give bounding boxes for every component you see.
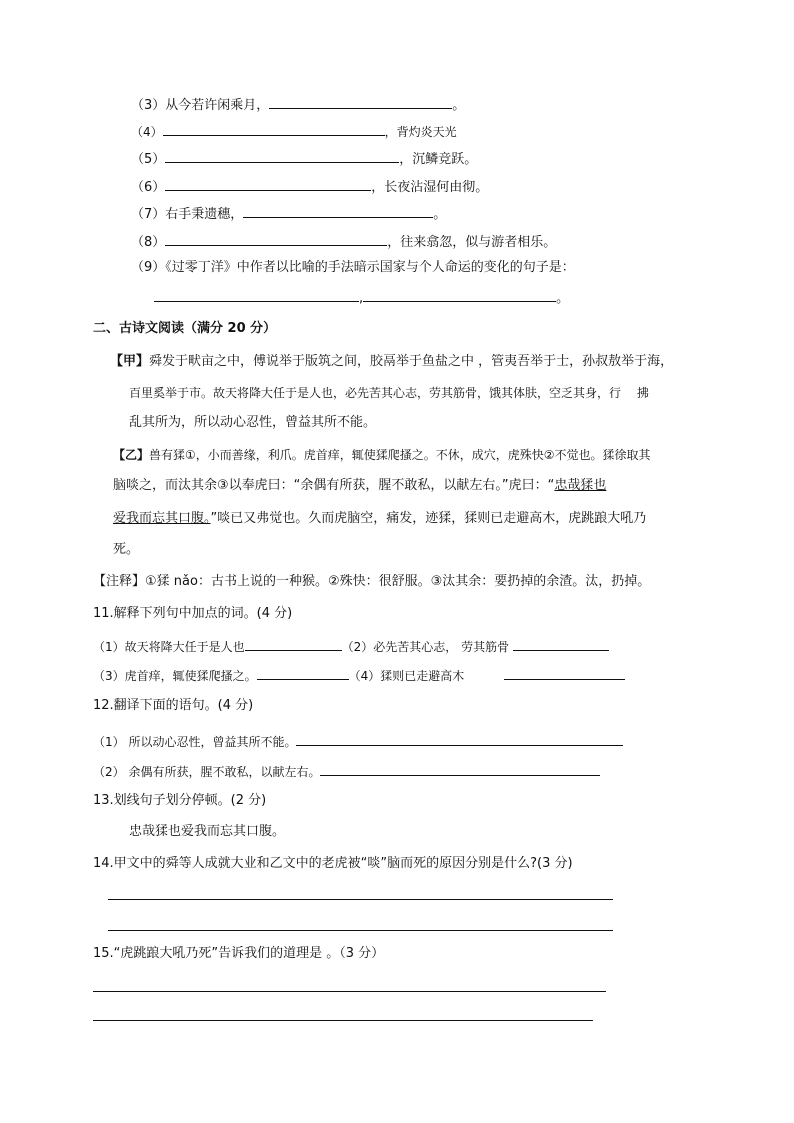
question-14-title: 14.甲文中的舜等人成就大业和乙文中的老虎被“啖”脑而死的原因分别是什么?(3 分) bbox=[93, 856, 573, 871]
passage-yi-line-3 bbox=[113, 510, 646, 528]
passage-jia-line-3: 乱其所为，所以动心忍性，曾益其所不能。 bbox=[129, 415, 377, 430]
item-question: 《过零丁洋》中作者以比喻的手法暗示国家与个人命运的变化的句子是： bbox=[165, 260, 575, 275]
item-number: （6） bbox=[131, 180, 166, 195]
fill-item-9-answers bbox=[154, 287, 569, 308]
passage-text: 舜发于畎亩之中，傅说举于版筑之间，胶鬲举于鱼盐之中 ，管夷吾举于士，孙叔敖举于海， bbox=[149, 354, 674, 369]
answer-blank[interactable] bbox=[269, 94, 452, 109]
question-15-title: 15.“虎跳踉大吼乃死”告诉我们的道理是 。（3 分） bbox=[93, 946, 385, 961]
item-suffix: 。 bbox=[556, 291, 570, 306]
passage-text: 脑啖之，而汰其余③以奉虎曰：“余偶有所获，腥不敢私，以献左右。”虎曰：“ bbox=[113, 478, 555, 493]
passage-jia-line-2: 百里奚举于市。故天将降大任于是人也，必先苦其心志，劳其筋骨，饿其体肤，空乏其身，行 拂 bbox=[129, 386, 649, 400]
answer-blank[interactable] bbox=[504, 665, 625, 680]
fill-item-3 bbox=[131, 94, 465, 115]
answer-blank[interactable] bbox=[165, 231, 387, 246]
underlined-sentence: 忠哉猱也 bbox=[554, 478, 607, 493]
question-part: （1）故天将降大任于是人也 bbox=[93, 640, 245, 654]
question-11-row-1 bbox=[93, 636, 609, 656]
item-number: （3） bbox=[131, 98, 166, 113]
answer-blank[interactable] bbox=[320, 761, 600, 776]
question-part: （4）猱则已走避高木 bbox=[348, 669, 465, 683]
question-11-row-2 bbox=[93, 665, 625, 685]
answer-blank[interactable] bbox=[165, 148, 399, 163]
answer-blank[interactable] bbox=[154, 287, 359, 302]
passage-tag: 【乙】 bbox=[113, 448, 150, 462]
annotation-notes: 【注释】①猱 nǎo：古书上说的一种猴。②殊快：很舒服。③汰其余：要扔掉的余渣。汰，扔掉。 bbox=[93, 574, 651, 589]
answer-blank[interactable] bbox=[243, 203, 433, 218]
item-number: （4） bbox=[131, 125, 163, 139]
question-part: （2） 余偶有所获，腥不敢私，以献左右。 bbox=[93, 765, 321, 779]
item-number: （7） bbox=[131, 207, 166, 222]
item-suffix: ，沉鳞竞跃。 bbox=[399, 152, 478, 167]
answer-blank[interactable] bbox=[257, 665, 349, 680]
underlined-sentence: 爱我而忘其口腹。 bbox=[113, 511, 211, 526]
answer-line[interactable] bbox=[108, 899, 613, 900]
item-suffix: ，背灼炎天光 bbox=[384, 125, 457, 139]
passage-text: ”啖已又弗觉也。久而虎脑空，痛发，迹猱，猱则已走避高木，虎跳踉大吼乃 bbox=[210, 511, 647, 526]
answer-line[interactable] bbox=[93, 1020, 593, 1021]
section-heading: 二、古诗文阅读（满分 20 分） bbox=[93, 321, 277, 336]
question-part: （3）虎首痒，辄使猱爬搔之。 bbox=[93, 669, 257, 683]
question-part: （2）必先苦其心志， 劳其筋骨 bbox=[341, 640, 510, 654]
answer-blank[interactable] bbox=[163, 121, 385, 136]
question-11-title: 11.解释下列句中加点的词。(4 分) bbox=[93, 606, 293, 621]
fill-item-8 bbox=[131, 231, 556, 252]
passage-tag: 【甲】 bbox=[110, 354, 150, 369]
question-12-title: 12.翻译下面的语句。(4 分) bbox=[93, 698, 254, 713]
item-suffix: ，长夜沾湿何由彻。 bbox=[371, 180, 489, 195]
item-number: （9） bbox=[131, 260, 166, 275]
passage-yi-line-1 bbox=[113, 446, 651, 464]
answer-line[interactable] bbox=[93, 991, 606, 992]
blank-separator: , bbox=[359, 291, 364, 306]
item-number: （8） bbox=[131, 235, 166, 250]
item-suffix: ，往来翕忽，似与游者相乐。 bbox=[387, 235, 557, 250]
item-suffix: 。 bbox=[433, 207, 447, 222]
answer-blank[interactable] bbox=[296, 731, 623, 746]
question-part: （1） 所以动心忍性，曾益其所不能。 bbox=[93, 735, 297, 749]
question-13-title: 13.划线句子划分停顿。(2 分) bbox=[93, 793, 267, 808]
fill-item-4 bbox=[131, 121, 457, 141]
passage-yi-line-4: 死。 bbox=[113, 542, 140, 557]
passage-jia-line-1 bbox=[110, 353, 673, 371]
passage-text: 兽有猱①，小而善缘，利爪。虎首痒，辄使猱爬搔之。不休，成穴，虎殊快②不觉也。猱徐取其 bbox=[149, 448, 651, 462]
item-prefix: 从今若许闲乘月， bbox=[165, 98, 270, 113]
fill-item-5 bbox=[131, 148, 477, 169]
answer-blank[interactable] bbox=[513, 636, 609, 651]
question-13-sentence: 忠哉猱也爱我而忘其口腹。 bbox=[129, 824, 286, 839]
answer-blank[interactable] bbox=[165, 176, 371, 191]
answer-blank[interactable] bbox=[245, 636, 342, 651]
answer-line[interactable] bbox=[108, 930, 613, 931]
answer-blank[interactable] bbox=[363, 287, 556, 302]
question-12-row-1 bbox=[93, 731, 623, 751]
item-number: （5） bbox=[131, 152, 166, 167]
question-12-row-2 bbox=[93, 761, 600, 781]
fill-item-6 bbox=[131, 176, 488, 197]
item-suffix: 。 bbox=[452, 98, 466, 113]
item-prefix: 右手秉遗穗， bbox=[165, 207, 244, 222]
fill-item-9 bbox=[131, 259, 575, 277]
fill-item-7 bbox=[131, 203, 446, 224]
passage-yi-line-2 bbox=[113, 477, 606, 495]
